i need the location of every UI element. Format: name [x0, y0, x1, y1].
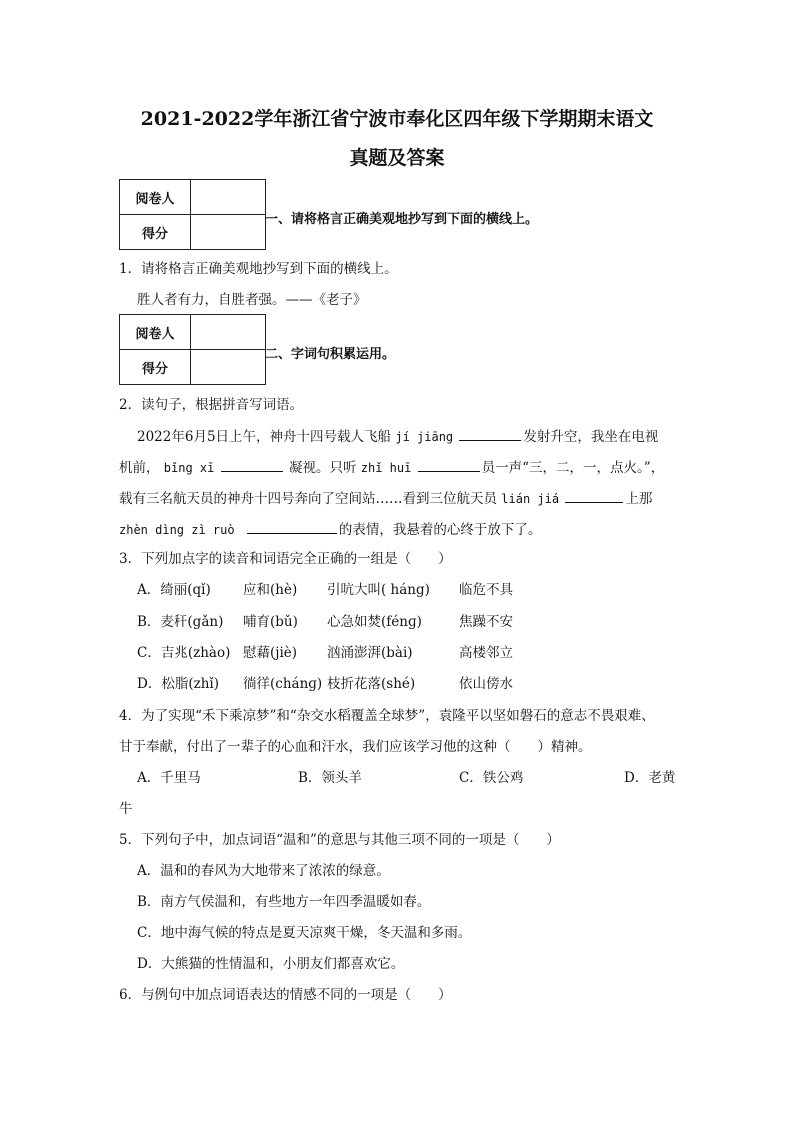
q3-stem: 3．下列加点字的读音和词语完全正确的一组是（ ）	[119, 551, 452, 567]
q4-option-d[interactable]: D．老黄	[624, 770, 676, 786]
score-cell[interactable]	[191, 215, 266, 250]
q3-option-d-word: 依山傍水	[459, 676, 513, 692]
q5-stem: 5．下列句子中，加点词语“温和”的意思与其他三项不同的一项是（ ）	[119, 832, 560, 848]
pinyin-5: zhèn dìng zì ruò	[119, 523, 235, 537]
q2-text: 载有三名航天员的神舟十四号奔向了空间站……看到三位航天员	[119, 491, 497, 507]
q1-stem: 1．请将格言正确美观地抄写到下面的横线上。	[119, 261, 398, 277]
q4-line2: 甘于奉献，付出了一辈子的心血和汗水，我们应该学习他的这种（ ）精神。	[119, 739, 592, 755]
q4-option-d-wrap: 牛	[119, 801, 133, 817]
q3-option-d-word: 徜徉(chánɡ)	[243, 676, 323, 692]
q5-option-d[interactable]: D．大熊猫的性情温和，小朋友们都喜欢它。	[137, 956, 405, 972]
q3-option-b-word: 心急如焚(fénɡ)	[327, 614, 422, 630]
answer-blank-3[interactable]	[418, 457, 480, 472]
q2-text: 员一声“三，二，一，点火。”，	[481, 460, 665, 476]
answer-blank-5[interactable]	[247, 519, 337, 534]
q4-option-c[interactable]: C．铁公鸡	[459, 770, 524, 786]
q3-option-b-word: 焦躁不安	[459, 614, 513, 630]
score-table-1	[119, 179, 266, 250]
q3-option-c-word: 高楼邻立	[459, 645, 513, 661]
q2-sentence-line1	[137, 426, 658, 446]
q3-option-a-word: 引吭大叫( háng)	[327, 582, 430, 598]
reviewer-label: 阅卷人	[120, 180, 191, 215]
pinyin-4: lián jiá	[501, 492, 560, 506]
q2-text: 凝视。只听	[288, 460, 357, 476]
q2-sentence-line3	[119, 488, 652, 508]
q3-option-b-word: 哺育(bǔ)	[243, 614, 298, 630]
pinyin-3: zhǐ huī	[360, 461, 412, 475]
q3-option-b[interactable]: B．麦秆(gǎn)	[137, 614, 224, 630]
reviewer-cell[interactable]	[191, 315, 266, 350]
q1-quote: 胜人者有力，自胜者强。——《老子》	[137, 292, 367, 308]
q2-text: 发射升空，我坐在电视	[523, 429, 659, 445]
q2-sentence-line2	[119, 457, 664, 477]
section-heading-1: 一、请将格言正确美观地抄写到下面的横线上。	[265, 212, 539, 227]
pinyin-1: jí jiāng	[395, 430, 454, 444]
q4-line1: 4．为了实现“禾下乘凉梦”和“杂交水稻覆盖全球梦”，袁隆平以坚如磐石的意志不畏艰难、	[119, 708, 655, 724]
answer-blank-1[interactable]	[459, 426, 521, 441]
q3-option-a-word: 临危不具	[459, 582, 513, 598]
answer-blank-4[interactable]	[565, 488, 623, 503]
q2-text: 上那	[625, 491, 653, 507]
q4-option-b[interactable]: B．领头羊	[298, 770, 362, 786]
reviewer-label: 阅卷人	[120, 315, 191, 350]
document-title-line1: 2021-2022学年浙江省宁波市奉化区四年级下学期期末语文	[140, 108, 654, 130]
q2-text: 机前，	[119, 460, 160, 476]
q2-text: 2022年6月5日上午，神舟十四号载人飞船	[137, 429, 392, 445]
q3-option-a[interactable]: A．绮丽(qǐ)	[137, 582, 211, 598]
q5-option-b[interactable]: B．南方气侯温和，有些地方一年四季温暖如春。	[137, 894, 431, 910]
q3-option-c-word: 慰藉(jiè)	[243, 645, 298, 661]
q2-stem: 2．读句子，根据拼音写词语。	[119, 397, 304, 413]
q4-option-a[interactable]: A．千里马	[137, 770, 201, 786]
answer-blank-2[interactable]	[221, 457, 283, 472]
score-label: 得分	[120, 215, 191, 250]
q2-text: 的表情，我悬着的心终于放下了。	[338, 522, 542, 538]
section-heading-2: 二、字词句积累运用。	[265, 347, 396, 362]
score-label: 得分	[120, 350, 191, 385]
document-title-line2: 真题及答案	[349, 147, 445, 169]
reviewer-cell[interactable]	[191, 180, 266, 215]
q2-sentence-line4	[119, 519, 541, 539]
q3-option-c-word: 汹涌澎湃(bài)	[327, 645, 413, 661]
q3-option-a-word: 应和(hè)	[243, 582, 298, 598]
q6-stem: 6．与例句中加点词语表达的情感不同的一项是（ ）	[119, 987, 452, 1003]
q3-option-c[interactable]: C．吉兆(zhào)	[137, 645, 231, 661]
q5-option-c[interactable]: C．地中海气候的特点是夏天凉爽干燥，冬天温和多雨。	[137, 925, 472, 941]
score-table-2	[119, 314, 266, 385]
q3-option-d[interactable]: D．松脂(zhǐ)	[137, 676, 219, 692]
pinyin-2: bǐng xī	[163, 461, 215, 475]
q3-option-d-word: 枝折花落(shé)	[327, 676, 416, 692]
q5-option-a[interactable]: A．温和的春风为大地带来了浓浓的绿意。	[137, 863, 390, 879]
score-cell[interactable]	[191, 350, 266, 385]
